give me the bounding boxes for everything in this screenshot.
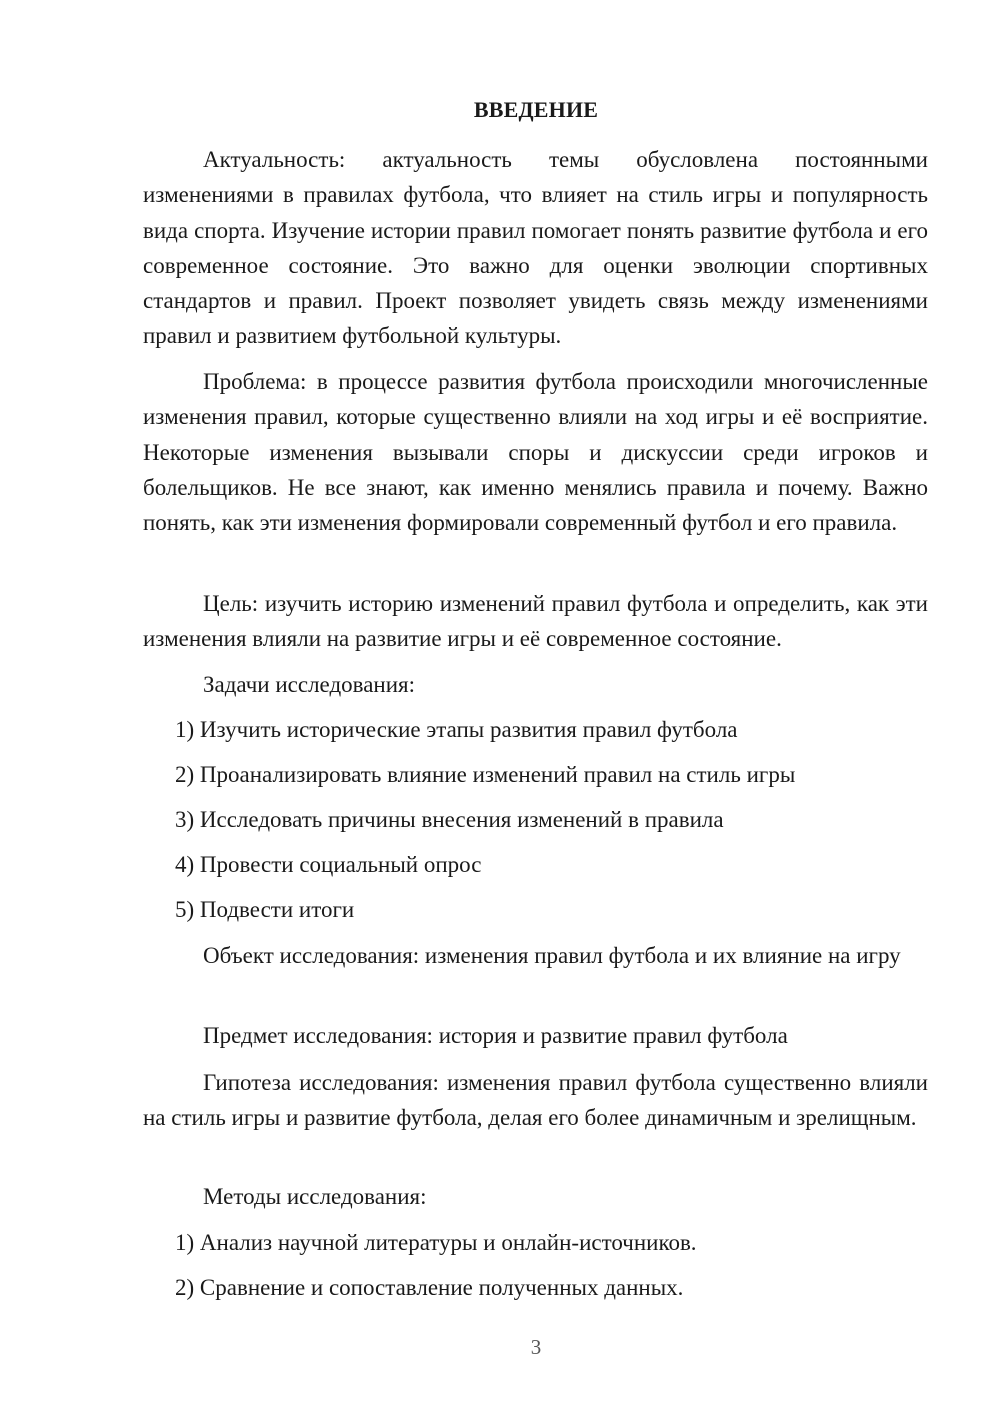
relevance-paragraph: Актуальность: актуальность темы обусловлена постоянными изменениями в правилах футбола, что влияет на стиль игры и популярность вида спорта. Изучение истории правил помогает понять развитие футбола и его современное состояние. Это важно для оценки эволюции спортивных стандартов и правил. Проект позволяет увидеть связь между изменениями правил и развитием футбольной культуры. [143, 147, 928, 349]
method-item-1: 1) Анализ научной литературы и онлайн-источников. [175, 1230, 697, 1255]
object-paragraph: Объект исследования: изменения правил футбола и их влияние на игру [203, 943, 901, 968]
problem-paragraph: Проблема: в процессе развития футбола происходили многочисленные изменения правил, которые существенно влияли на ход игры и её восприятие. Некоторые изменения вызывали споры и дискуссии среди игроков и болельщиков. Не все знают, как именно менялись правила и почему. Важно понять, как эти изменения формировали современный футбол и его правила. [143, 369, 928, 536]
task-item-1: 1) Изучить исторические этапы развития правил футбола [175, 717, 738, 742]
section-title: ВВЕДЕНИЕ [473, 97, 599, 122]
task-item-2: 2) Проанализировать влияние изменений правил на стиль игры [175, 762, 796, 787]
task-item-4: 4) Провести социальный опрос [175, 852, 482, 877]
tasks-heading: Задачи исследования: [203, 672, 416, 697]
method-item-2: 2) Сравнение и сопоставление полученных данных. [175, 1275, 684, 1300]
page-number: 3 [530, 1335, 542, 1359]
goal-paragraph: Цель: изучить историю изменений правил футбола и определить, как эти изменения влияли на развитие игры и её современное состояние. [143, 591, 928, 652]
subject-paragraph: Предмет исследования: история и развитие правил футбола [203, 1023, 788, 1048]
task-item-5: 5) Подвести итоги [175, 897, 355, 922]
methods-heading: Методы исследования: [203, 1184, 427, 1209]
task-item-3: 3) Исследовать причины внесения изменений в правила [175, 807, 724, 832]
hypothesis-paragraph: Гипотеза исследования: изменения правил футбола существенно влияли на стиль игры и развитие футбола, делая его более динамичным и зрелищным. [143, 1070, 928, 1131]
